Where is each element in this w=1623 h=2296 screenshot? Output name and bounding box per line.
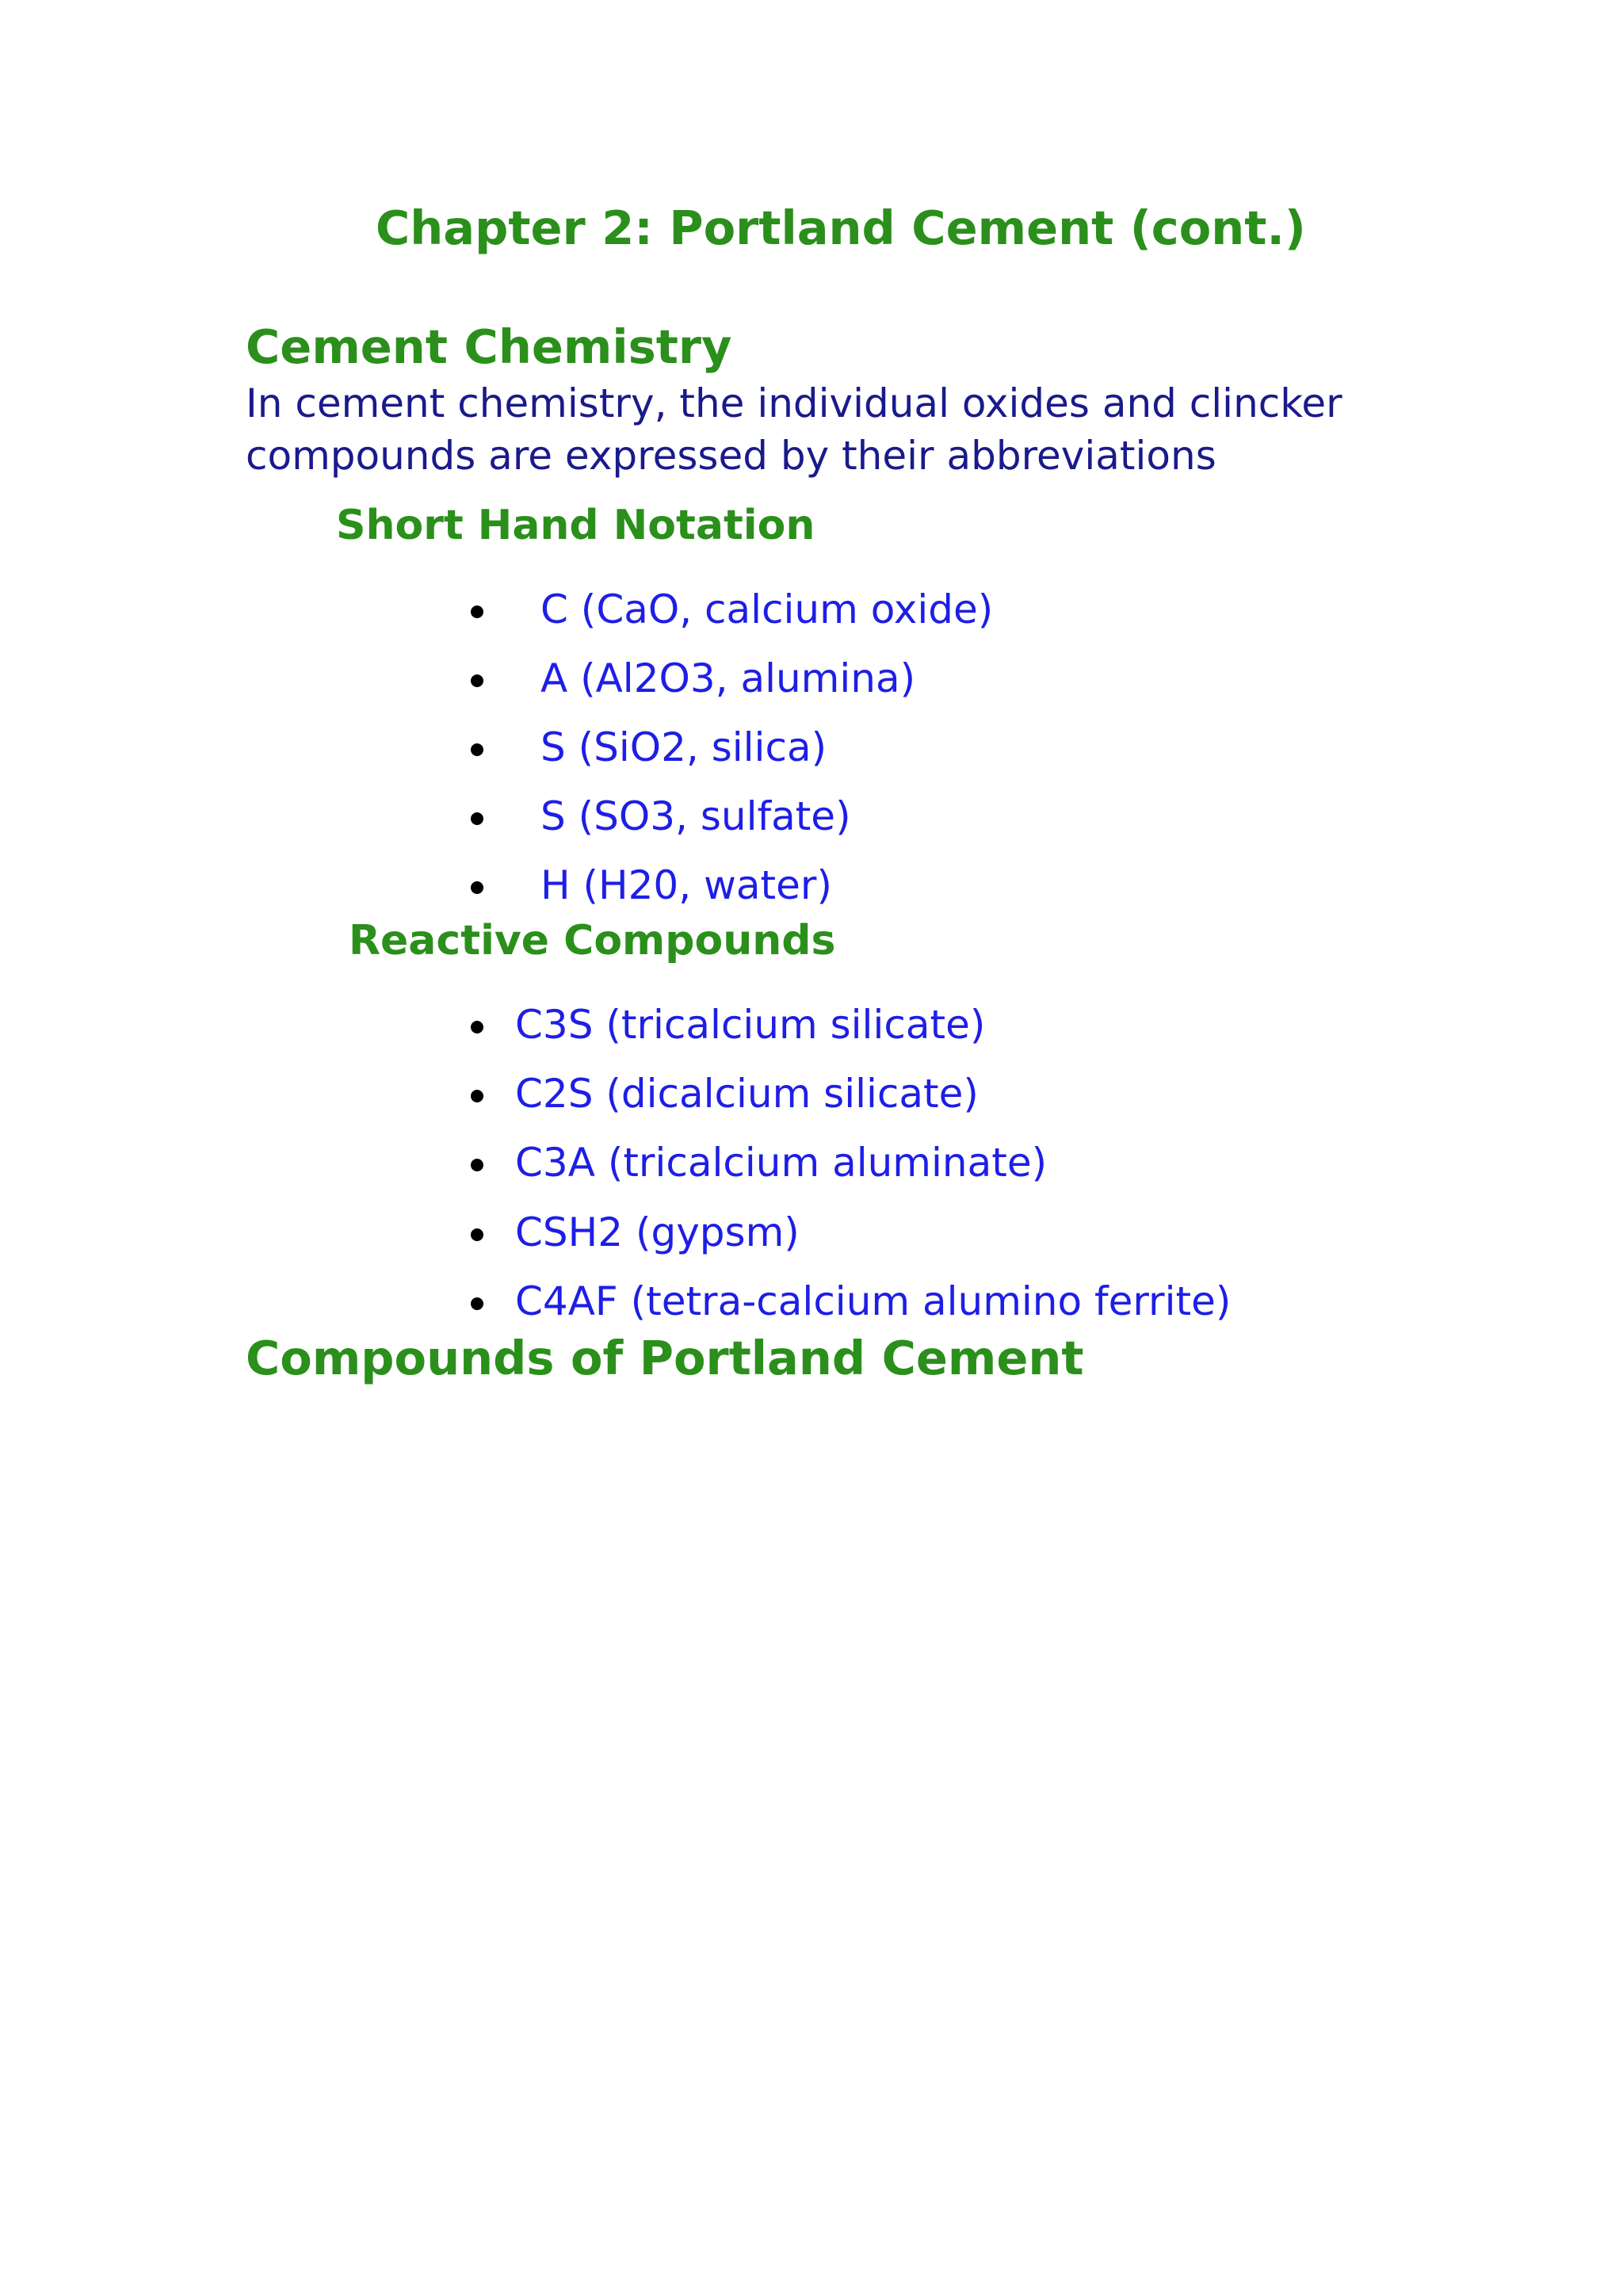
bullet-icon <box>471 606 483 618</box>
section-heading-cement-chemistry: Cement Chemistry <box>246 319 732 374</box>
bullet-icon <box>471 881 483 894</box>
page-title: Chapter 2: Portland Cement (cont.) <box>376 201 1306 255</box>
bullet-icon <box>471 1297 483 1310</box>
list-item-text: A (Al2O3, alumina) <box>540 655 916 701</box>
bullet-icon <box>471 1090 483 1102</box>
list-item-text: C3A (tricalcium aluminate) <box>515 1140 1048 1186</box>
bullet-icon <box>471 812 483 825</box>
list-item-text: S (SiO2, silica) <box>540 724 827 770</box>
bullet-icon <box>471 1159 483 1171</box>
intro-text-line-2: compounds are expressed by their abbreviations <box>246 433 1216 479</box>
list-item-text: C2S (dicalcium silicate) <box>515 1071 979 1117</box>
subheading-reactive-compounds: Reactive Compounds <box>349 917 836 965</box>
subheading-short-hand-notation: Short Hand Notation <box>336 502 815 549</box>
bullet-icon <box>471 674 483 687</box>
section-heading-compounds-of-portland-cement: Compounds of Portland Cement <box>246 1331 1084 1385</box>
list-item-text: C3S (tricalcium silicate) <box>515 1002 986 1048</box>
list-item-text: H (H20, water) <box>540 862 832 908</box>
intro-text-line-1: In cement chemistry, the individual oxides and clincker <box>246 380 1342 426</box>
list-item-text: C4AF (tetra-calcium alumino ferrite) <box>515 1278 1232 1324</box>
bullet-icon <box>471 743 483 756</box>
list-item-text: CSH2 (gypsm) <box>515 1209 800 1255</box>
list-item-text: C (CaO, calcium oxide) <box>540 586 994 632</box>
list-item-text: S (SO3, sulfate) <box>540 793 851 839</box>
bullet-icon <box>471 1021 483 1033</box>
bullet-icon <box>471 1228 483 1241</box>
